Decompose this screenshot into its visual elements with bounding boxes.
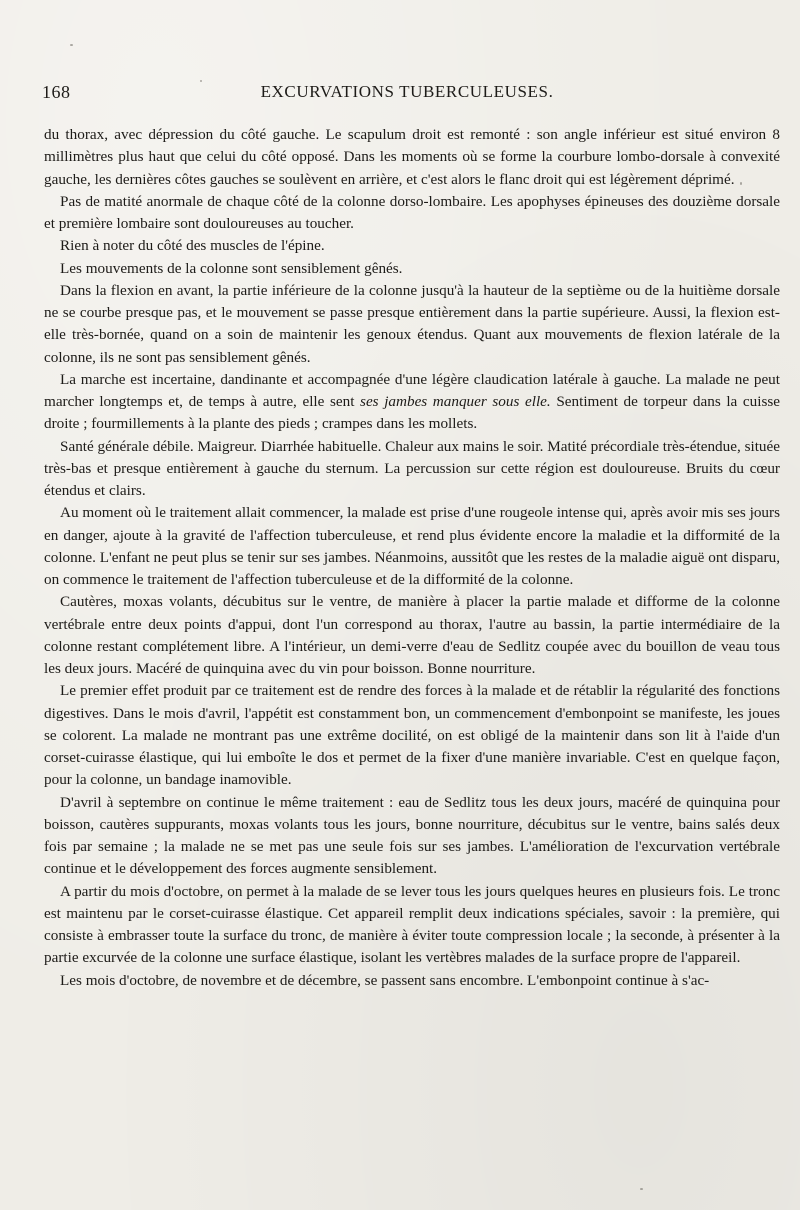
- paragraph: Cautères, moxas volants, décubitus sur le ventre, de manière à placer la partie malade et difforme de la colonne vertébrale entre deux points d'appui, dont l'un correspond au thorax, l'autre au bassin, la partie intermédiaire de la colonne restant complétement libre. A l'intérieur, un demi-verre d'eau de Sedlitz coupée avec du bouillon de veau tous les deux jours. Macéré de quinquina avec du vin pour boisson. Bonne nourriture.: [44, 593, 780, 677]
- paragraph: Les mois d'octobre, de novembre et de décembre, se passent sans encombre. L'embonpoint continue à s'ac-: [60, 971, 710, 989]
- paragraph-text: La marche est incertaine, dandinante et accompagnée d'une légère claudication latérale à gauche. La malade ne peut marcher longtemps et, de temps à autre, elle sent: [44, 370, 780, 410]
- paragraph-text: Sentiment de torpeur dans la cuisse droite ; fourmillements à la plante des pieds ; crampes dans les mollets.: [44, 393, 781, 433]
- paragraph: D'avril à septembre on continue le même traitement : eau de Sedlitz tous les deux jours, macéré de quinquina pour boisson, cautères suppurants, moxas volants tous les jours, bonne nourriture, décubitus sur le ventre, bains salés deux fois par semaine ; la malade ne se met pas une seule fois sur ses jambes. L'amélioration de l'excurvation vertébrale continue et le développement des forces augmente sensiblement.: [44, 793, 780, 878]
- print-speck: [640, 1188, 643, 1190]
- paragraph: [44, 369, 780, 436]
- print-speck: [70, 44, 73, 46]
- page-header: [42, 82, 772, 106]
- paragraph: A partir du mois d'octobre, on permet à la malade de se lever tous les jours quelques heures en plusieurs fois. Le tronc est maintenu par le corset-cuirasse élastique. Cet appareil remplit deux indications spéciales, savoir : la première, qui consiste à embrasser toute la surface du tronc, de manière à éviter toute compression locale ; la seconde, à présenter à la partie excurvée de la colonne une surface élastique, isolant les vertèbres malades de la surface propre de l'appareil.: [44, 882, 780, 967]
- paragraph: Le premier effet produit par ce traitement est de rendre des forces à la malade et de rétablir la régularité des fonctions digestives. Dans le mois d'avril, l'appétit est constamment bon, un commencement d'embonpoint se manifeste, les joues se colorent. La malade ne montrant pas une extrême docilité, on est obligé de la maintenir dans son lit à l'aide d'un corset-cuirasse élastique, qui lui emboîte le dos et permet de la fixer d'une manière invariable. C'est en quelque façon, pour la colonne, un bandage inamovible.: [44, 682, 780, 789]
- page-number: 168: [42, 82, 71, 102]
- running-title: EXCURVATIONS TUBERCULEUSES.: [260, 82, 554, 101]
- paragraph: Santé générale débile. Maigreur. Diarrhée habituelle. Chaleur aux mains le soir. Matité précordiale très-étendue, située très-bas et presque entièrement à gauche du sternum. La percussion sur cette région est douloureuse. Bruits du cœur étendus et clairs.: [44, 437, 780, 499]
- paragraph: du thorax, avec dépression du côté gauche. Le scapulum droit est remonté : son angle inférieur est situé environ 8 millimètres plus haut que celui du côté opposé. Dans les moments où se forme la courbure lombo-dorsale à convexité gauche, les dernières côtes gauches se soulèvent en arrière, et c'est alors le flanc droit qui est légèrement déprimé.: [44, 126, 780, 188]
- paragraph: Les mouvements de la colonne sont sensiblement gênés.: [60, 259, 403, 277]
- paragraph: Pas de matité anormale de chaque côté de la colonne dorso-lombaire. Les apophyses épineuses des douzième dorsale et première lombaire sont douloureuses au toucher.: [44, 192, 780, 232]
- paragraph: Dans la flexion en avant, la partie inférieure de la colonne jusqu'à la hauteur de la septième ou de la huitième dorsale ne se courbe presque pas, et le mouvement se passe presque entièrement dans la partie supérieure. Aussi, la flexion est-elle très-bornée, quand on a soin de maintenir les genoux étendus. Quant aux mouvements de flexion latérale de la colonne, ils ne sont pas sensiblement gênés.: [44, 281, 780, 366]
- paragraph: Au moment où le traitement allait commencer, la malade est prise d'une rougeole intense qui, après avoir mis ses jours en danger, ajoute à la gravité de l'affection tuberculeuse, et rend plus évidente encore la maladie et la difformité de la colonne. L'enfant ne peut plus se tenir sur ses jambes. Néanmoins, aussitôt que les restes de la maladie aiguë ont disparu, on commence le traitement de l'affection tuberculeuse et de la difformité de la colonne.: [44, 504, 780, 588]
- italic-quote: ses jambes manquer sous elle.: [360, 393, 551, 410]
- body-text: [44, 124, 780, 992]
- paragraph: Rien à noter du côté des muscles de l'épine.: [60, 237, 325, 255]
